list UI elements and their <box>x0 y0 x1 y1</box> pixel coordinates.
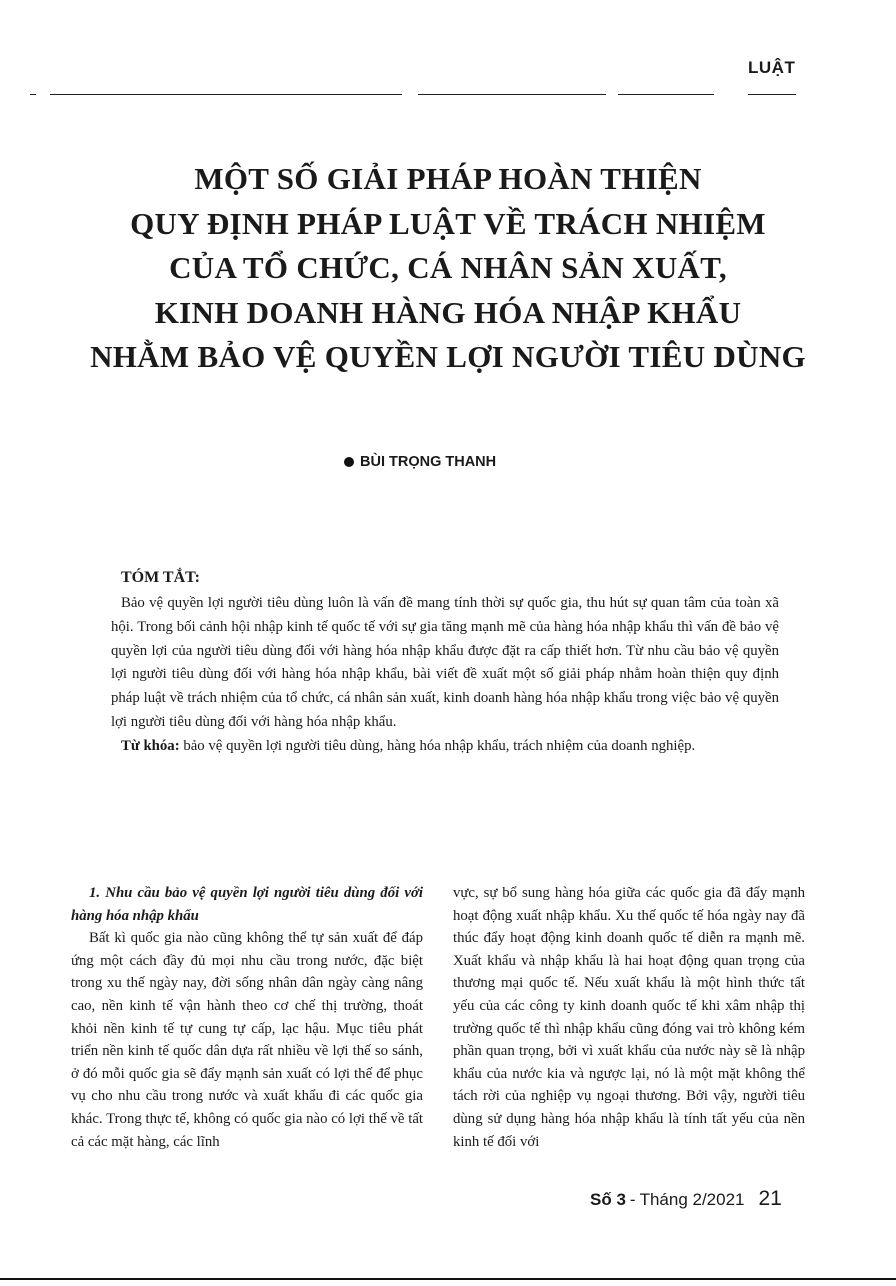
abstract-text: Bảo vệ quyền lợi người tiêu dùng luôn là vấn đề mang tính thời sự quốc gia, thu hút sự quan tâm của toàn xã hội. Trong bối cảnh hội nhập kinh tế quốc tế với sự gia tăng mạnh mẽ của hàng hóa nhập khẩu thì vấn đề bảo vệ quyền lợi của người tiêu dùng đối với hàng hóa nhập khẩu được đặt ra cấp thiết hơn. Từ nhu cầu bảo vệ quyền lợi người tiêu dùng đối với hàng hóa nhập khẩu, bài viết đề xuất một số giải pháp nhằm hoàn thiện quy định pháp luật về trách nhiệm của tổ chức, cá nhân sản xuất, kinh doanh hàng hóa nhập khẩu trong việc bảo vệ quyền lợi người tiêu dùng đối với hàng hóa nhập khẩu. <box>111 595 779 730</box>
issue-date: Tháng 2/2021 <box>639 1190 745 1209</box>
left-column <box>71 882 423 1153</box>
keywords <box>111 735 779 759</box>
author-byline <box>344 454 496 470</box>
title-line: MỘT SỐ GIẢI PHÁP HOÀN THIỆN <box>194 161 702 196</box>
keywords-label: Từ khóa: <box>121 737 180 754</box>
keywords-text: bảo vệ quyền lợi người tiêu dùng, hàng hóa nhập khẩu, trách nhiệm của doanh nghiệp. <box>183 737 696 754</box>
body-paragraph: vực, sự bổ sung hàng hóa giữa các quốc gia đã đẩy mạnh hoạt động xuất nhập khẩu. Xu thế quốc tế hóa ngày nay đã thúc đẩy hoạt động kinh doanh quốc tế diễn ra mạnh mẽ. Xuất khẩu và nhập khẩu là hai hoạt động quan trọng của thương mại quốc tế. Nếu xuất khẩu là một hình thức tất yếu của các công ty kinh doanh quốc tế khi xâm nhập thị trường quốc tế thì nhập khẩu cũng đóng vai trò không kém phần quan trọng, bởi vì xuất khẩu của nước này sẽ là nhập khẩu của nước kia và ngược lại, nó là một mặt không thể tách rời của nghiệp vụ ngoại thương. Bởi vậy, người tiêu dùng sử dụng hàng hóa nhập khẩu là tính tất yếu của nền kinh tế đối với <box>453 885 805 1150</box>
title-line: CỦA TỔ CHỨC, CÁ NHÂN SẢN XUẤT, <box>169 250 727 285</box>
right-column <box>453 882 805 1153</box>
page-footer <box>590 1187 782 1211</box>
section-heading: 1. Nhu cầu bảo vệ quyền lợi người tiêu dùng đối với hàng hóa nhập khẩu <box>71 885 423 924</box>
bullet-icon <box>344 457 354 467</box>
page-number: 21 <box>758 1187 782 1210</box>
title-line: QUY ĐỊNH PHÁP LUẬT VỀ TRÁCH NHIỆM <box>130 205 766 241</box>
article-title <box>40 157 856 380</box>
header-rule <box>50 94 402 95</box>
author-name: BÙI TRỌNG THANH <box>360 454 497 470</box>
footer-separator: - <box>629 1190 636 1209</box>
header-rule <box>618 94 714 95</box>
section-label: LUẬT <box>748 58 796 77</box>
header-rule <box>418 94 606 95</box>
abstract <box>111 592 779 759</box>
issue-number: Số 3 <box>590 1190 626 1209</box>
title-line: NHẰM BẢO VỆ QUYỀN LỢI NGƯỜI TIÊU DÙNG <box>90 339 806 374</box>
title-line: KINH DOANH HÀNG HÓA NHẬP KHẨU <box>154 294 742 330</box>
bottom-rule <box>0 1278 896 1280</box>
abstract-heading: TÓM TẮT: <box>121 569 200 586</box>
body-paragraph: Bất kì quốc gia nào cũng không thể tự sản xuất để đáp ứng một cách đầy đủ mọi nhu cầu trong nước, đặc biệt trong xu thế ngày nay, đời sống nhân dân ngày càng nâng cao, nền kinh tế vận hành theo cơ chế thị trường, thoát khỏi nền kinh tế tự cung tự cấp, lạc hậu. Mục tiêu phát triển nền kinh tế quốc dân dựa rất nhiều về lợi thế so sánh, ở đó mỗi quốc gia sẽ đẩy mạnh sản xuất có lợi thế để phục vụ cho nhu cầu trong nước và xuất khẩu đi các quốc gia khác. Trong thực tế, không có quốc gia nào có lợi thế về tất cả các mặt hàng, các lĩnh <box>71 930 423 1150</box>
header-rule <box>30 94 36 95</box>
header-rule <box>748 94 796 95</box>
